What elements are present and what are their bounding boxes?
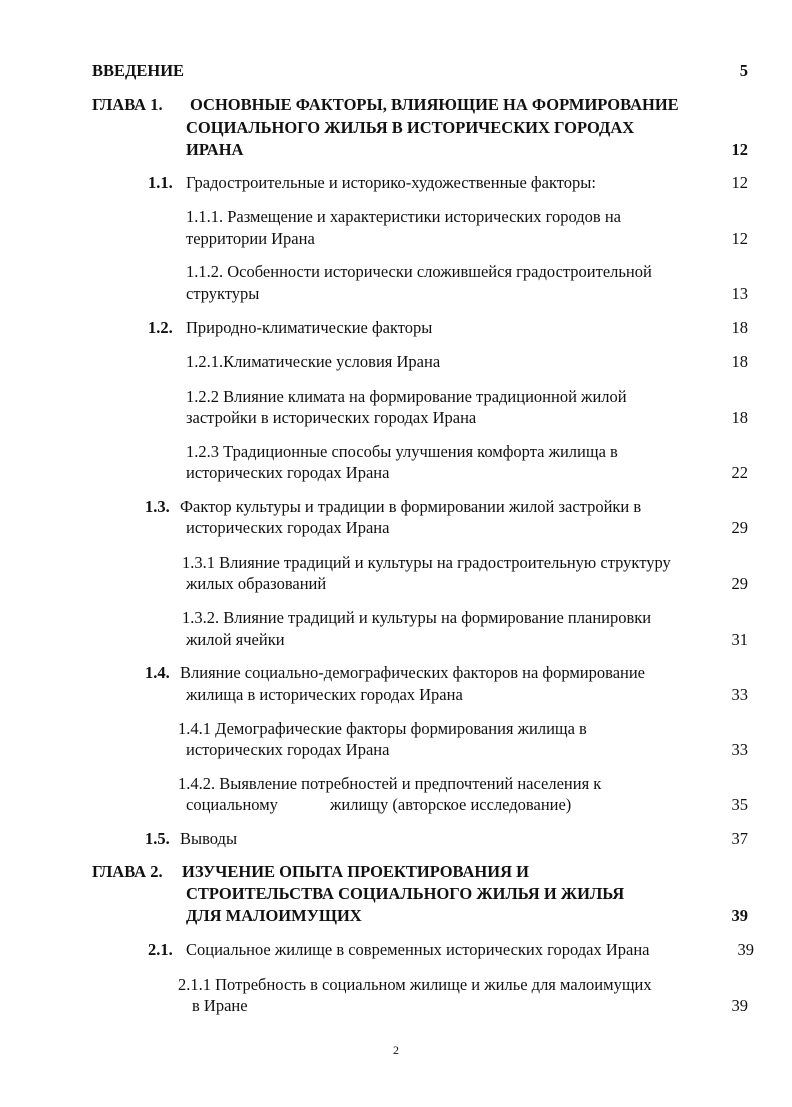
toc-section-1-4-number: 1.4. — [145, 663, 170, 682]
toc-section-1-4-line2: жилища в исторических городах Ирана — [186, 685, 463, 704]
toc-chapter2-title-line3: ДЛЯ МАЛОИМУЩИХ — [186, 906, 362, 925]
toc-chapter1-label: ГЛАВА 1. — [92, 95, 163, 114]
toc-chapter1-page: 12 — [731, 140, 748, 159]
toc-section-1-3-page: 29 — [731, 518, 748, 537]
toc-subsection-1-1-1-line1: 1.1.1. Размещение и характеристики исторических городов на — [186, 207, 621, 226]
toc-subsection-1-3-2-line2: жилой ячейки — [186, 630, 285, 649]
toc-subsection-2-1-1-line2: в Иране — [192, 996, 248, 1015]
toc-subsection-1-2-3-line1: 1.2.3 Традиционные способы улучшения комфорта жилища в — [186, 442, 618, 461]
toc-section-1-5-title: Выводы — [180, 829, 238, 848]
toc-subsection-1-4-1-page: 33 — [731, 740, 748, 759]
toc-section-1-5-page: 37 — [731, 829, 748, 848]
page-number-footer: 2 — [393, 1043, 399, 1057]
toc-subsection-1-1-2-line1: 1.1.2. Особенности исторически сложившейся градостроительной — [186, 262, 652, 281]
toc-subsection-2-1-1-page: 39 — [731, 996, 748, 1015]
toc-subsection-1-2-3-line2: исторических городах Ирана — [186, 463, 390, 482]
toc-section-1-4-page: 33 — [731, 685, 748, 704]
toc-subsection-1-1-1-page: 12 — [731, 229, 748, 248]
toc-subsection-1-1-2-line2: структуры — [186, 284, 260, 303]
toc-intro-title: ВВЕДЕНИЕ — [92, 61, 185, 80]
toc-section-2-1-page: 39 — [737, 940, 754, 959]
toc-section-1-1-page: 12 — [731, 173, 748, 192]
toc-subsection-1-2-1-line1: 1.2.1.Климатические условия Ирана — [186, 352, 441, 371]
toc-section-1-5-number: 1.5. — [145, 829, 170, 848]
toc-subsection-1-4-1-line1: 1.4.1 Демографические факторы формирования жилища в — [178, 719, 587, 738]
toc-subsection-2-1-1-line1: 2.1.1 Потребность в социальном жилище и жилье для малоимущих — [178, 975, 652, 994]
toc-section-1-3-line1: Фактор культуры и традиции в формировании жилой застройки в — [180, 497, 642, 516]
toc-subsection-1-4-1-line2: исторических городах Ирана — [186, 740, 390, 759]
toc-subsection-1-3-2-line1: 1.3.2. Влияние традиций и культуры на формирование планировки — [182, 608, 652, 627]
toc-subsection-1-1-2-page: 13 — [731, 284, 748, 303]
toc-subsection-1-3-1-line1: 1.3.1 Влияние традиций и культуры на градостроительную структуру — [182, 553, 671, 572]
toc-chapter2-title-line2: СТРОИТЕЛЬСТВА СОЦИАЛЬНОГО ЖИЛЬЯ И ЖИЛЬЯ — [186, 884, 625, 903]
toc-section-1-1-number: 1.1. — [148, 173, 173, 192]
toc-chapter2-label: ГЛАВА 2. — [92, 862, 163, 881]
toc-intro-page: 5 — [739, 61, 748, 80]
toc-subsection-1-1-1-line2: территории Ирана — [186, 229, 315, 248]
toc-chapter1-title-line1: ОСНОВНЫЕ ФАКТОРЫ, ВЛИЯЮЩИЕ НА ФОРМИРОВАНИЕ — [190, 95, 679, 114]
toc-subsection-1-2-1-page: 18 — [731, 352, 748, 371]
toc-subsection-1-4-2-line2a: социальному — [186, 795, 278, 814]
toc-section-1-2-title: Природно-климатические факторы — [186, 318, 433, 337]
toc-subsection-1-3-1-line2: жилых образований — [186, 574, 327, 593]
toc-subsection-1-4-2-line2b: жилищу (авторское исследование) — [330, 795, 572, 814]
toc-section-2-1-title: Социальное жилище в современных исторических городах Ирана — [186, 940, 650, 959]
toc-section-2-1-number: 2.1. — [148, 940, 173, 959]
toc-subsection-1-3-2-page: 31 — [731, 630, 748, 649]
toc-subsection-1-4-2-page: 35 — [731, 795, 748, 814]
toc-chapter1-title-line3: ИРАНА — [186, 140, 244, 159]
toc-section-1-3-line2: исторических городах Ирана — [186, 518, 390, 537]
toc-chapter2-page: 39 — [731, 906, 748, 925]
toc-section-1-3-number: 1.3. — [145, 497, 170, 516]
toc-section-1-2-page: 18 — [731, 318, 748, 337]
toc-subsection-1-4-2-line1: 1.4.2. Выявление потребностей и предпочтений населения к — [178, 774, 602, 793]
toc-chapter2-title-line1: ИЗУЧЕНИЕ ОПЫТА ПРОЕКТИРОВАНИЯ И — [182, 862, 529, 881]
toc-subsection-1-3-1-page: 29 — [731, 574, 748, 593]
toc-subsection-1-2-2-page: 18 — [731, 408, 748, 427]
toc-subsection-1-2-2-line1: 1.2.2 Влияние климата на формирование традиционной жилой — [186, 387, 627, 406]
toc-section-1-2-number: 1.2. — [148, 318, 173, 337]
toc-subsection-1-2-3-page: 22 — [731, 463, 748, 482]
toc-section-1-4-line1: Влияние социально-демографических факторов на формирование — [180, 663, 645, 682]
toc-section-1-1-title: Градостроительные и историко-художественные факторы: — [186, 173, 596, 192]
toc-subsection-1-2-2-line2: застройки в исторических городах Ирана — [186, 408, 477, 427]
toc-chapter1-title-line2: СОЦИАЛЬНОГО ЖИЛЬЯ В ИСТОРИЧЕСКИХ ГОРОДАХ — [186, 118, 635, 137]
